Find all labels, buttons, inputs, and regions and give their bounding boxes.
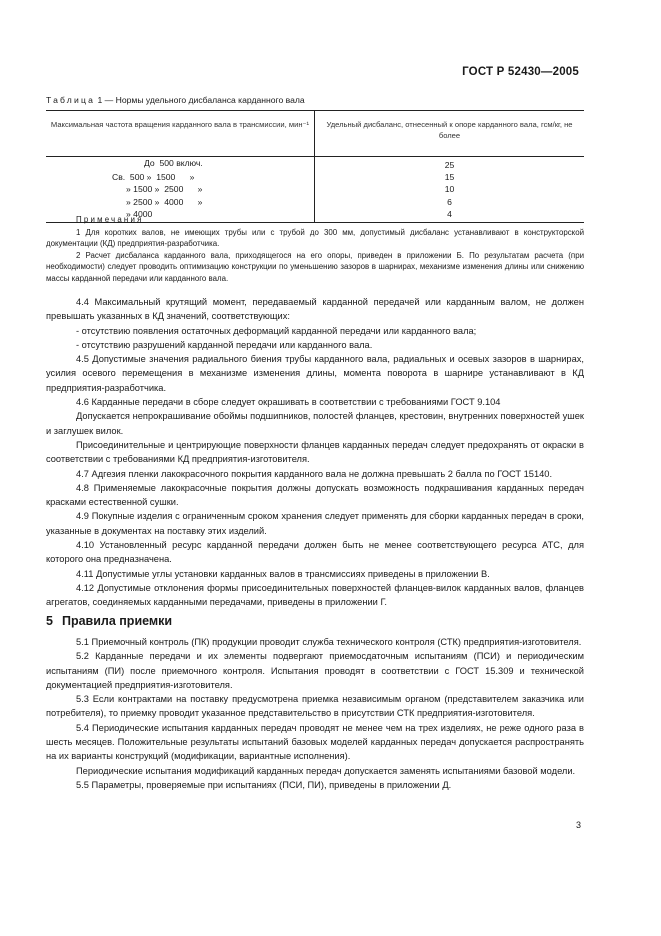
frequency-range: До 500 включ. (144, 158, 203, 168)
notes-title: Примечания (76, 215, 144, 224)
paragraph: 4.9 Покупные изделия с ограниченным сроком хранения следует применять для сборки карданных передач в сроки, указанные в документах на поставку этих изделий. (46, 511, 584, 536)
imbalance-value: 15 (444, 172, 455, 183)
section-title: Правила приемки (61, 614, 173, 628)
imbalance-value: 6 (447, 196, 452, 207)
page-number: 3 (575, 820, 581, 830)
paragraph: 5.5 Параметры, проверяемые при испытаниях (ПСИ, ПИ), приведены в приложении Д. (76, 779, 452, 790)
table-row (46, 157, 584, 172)
document-code: ГОСТ Р 52430—2005 (462, 66, 579, 78)
table-caption-text: 1 — Нормы удельного дисбаланса карданного вала (95, 95, 305, 105)
paragraph: 4.12 Допустимые отклонения формы присоединительных поверхностей фланцев-вилок карданных валов, фланцев агрегатов, соединяемых карданными передачами, приведены в приложении Г. (46, 582, 584, 608)
table-caption-word: Таблица (46, 95, 96, 105)
list-item: - отсутствию появления остаточных деформаций карданной передачи или карданного вала; (76, 325, 477, 336)
imbalance-value: 10 (444, 184, 455, 195)
paragraph: 5.4 Периодические испытания карданных передач проводят не менее чем на трех изделиях, не реже одного раза в шесть месяцев. Положительные результаты испытаний базовых моделей карданных передач допускается распространять на их варианты конструкций (модификации, вариантные исполнения). (46, 722, 584, 762)
paragraph: 4.4 Максимальный крутящий момент, передаваемый карданной передачей или карданным валом, не должен превышать указанных в КД значений, соответствующих: (46, 297, 584, 322)
paragraph: 5.1 Приемочный контроль (ПК) продукции проводит служба технического контроля (СТК) предприятия-изготовителя. (76, 637, 582, 647)
table-header-imbalance: Удельный дисбаланс, отнесенный к опоре карданного вала, гсм/кг, не более (315, 111, 585, 157)
frequency-range: » 1500 » 2500 » (126, 184, 203, 195)
table-row (46, 196, 584, 208)
imbalance-value: 4 (315, 208, 585, 223)
paragraph: Периодические испытания модификаций карданных передач допускается заменять испытаниями базовой модели. (76, 765, 576, 776)
paragraph: 4.8 Применяемые лакокрасочные покрытия должны допускать возможность подкрашивания карданных передач красками естественной сушки. (46, 482, 584, 508)
paragraph: 5.3 Если контрактами на поставку предусмотрена приемка независимым органом (представителем заказчика или потребителя), то приемку проводит указанное представительство в присутствии СТК предприятия-изготовителя. (46, 694, 584, 719)
frequency-range: » 2500 » 4000 » (126, 196, 203, 207)
imbalance-norms-table (46, 110, 584, 223)
list-item: - отсутствию разрушений карданной передачи или карданного вала. (76, 339, 373, 350)
paragraph: 4.11 Допустимые углы установки карданных валов в трансмиссиях приведены в приложении В. (76, 568, 490, 579)
section-number: 5 (46, 614, 53, 628)
paragraph: 4.7 Адгезия пленки лакокрасочного покрытия карданного вала не должна превышать 2 балла по ГОСТ 15140. (76, 468, 553, 479)
section5-body (46, 635, 584, 792)
paragraph: 4.6 Карданные передачи в сборе следует окрашивать в соответствии с требованиями ГОСТ 9.104 (76, 397, 501, 408)
paragraph: 4.10 Установленный ресурс карданной передачи должен быть не менее соответствующего ресурса АТС, для которого она предназначена. (46, 540, 584, 565)
table-caption (46, 95, 305, 105)
table-header-frequency: Максимальная частота вращения карданного вала в трансмиссии, мин⁻¹ (46, 111, 315, 157)
note-item: 1 Для коротких валов, не имеющих трубы или с трубой до 300 мм, допустимый дисбаланс устанавливают в конструкторской документации (КД) предприятия-разработчика. (46, 227, 584, 249)
paragraph: 5.2 Карданные передачи и их элементы подвергают приемосдаточным испытаниям (ПСИ) и периодическим испытаниям (ПИ) после приемочного контроля. Испытания проводят в соответствии с ГОСТ 15.309 и технической документацией предприятия-изготовителя. (46, 651, 584, 690)
table-notes (46, 214, 584, 285)
paragraph: Присоединительные и центрирующие поверхности фланцев карданных передач следует предохранять от окраски в соответствии с требованиями КД предприятия-изготовителя. (46, 439, 584, 465)
paragraph: 4.5 Допустимые значения радиального биения трубы карданного вала, радиальных и осевых зазоров в шарнирах, усилия осевого перемещения в механизме изменения длины, момента поворота в шарнире устанавливают в КД предприятия-разработчика. (46, 354, 584, 393)
section4-body (46, 295, 584, 610)
section5-heading (46, 614, 172, 628)
frequency-range: Св. 500 » 1500 » (112, 172, 195, 183)
frequency-range: » 4000 (126, 208, 153, 219)
note-item: 2 Расчет дисбаланса карданного вала, приходящегося на его опоры, приведен в приложении Б. По результатам расчета (при необходимости) следует проводить оптимизацию конструкции по уменьшению зазоров в шарнирах, механизме изменения длины или снижению массы карданной передачи или карданного вала. (46, 250, 584, 283)
table-row (46, 171, 584, 183)
imbalance-value: 25 (444, 160, 455, 170)
table-row (46, 183, 584, 195)
paragraph: Допускается непрокрашивание обоймы подшипников, полостей фланцев, крестовин, внутренних поверхностей ушек и заглушек вилок. (46, 411, 584, 436)
